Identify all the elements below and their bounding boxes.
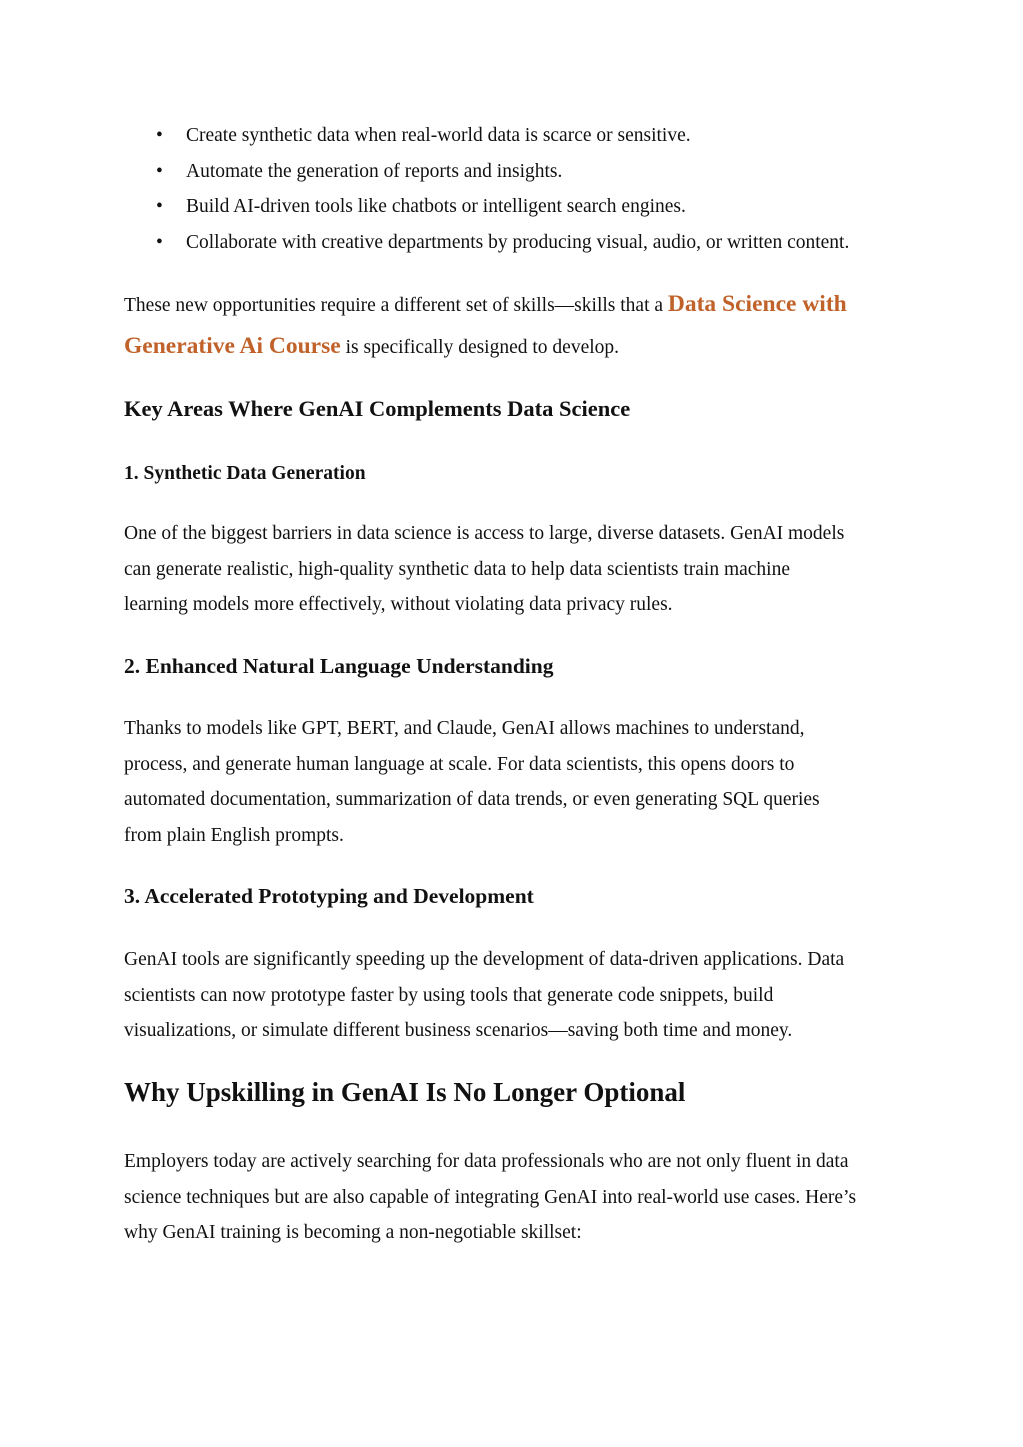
paragraph: Thanks to models like GPT, BERT, and Claude, GenAI allows machines to understand, process, and generate human language at scale. For data scientists, this opens doors to automated documentation, summarization of data trends, or even generating SQL queries from plain English prompts. [124, 718, 820, 846]
list-item: • Create synthetic data when real-world data is scarce or sensitive. [124, 118, 849, 154]
bullet-icon: • [156, 125, 163, 146]
subheading: 3. Accelerated Prototyping and Development [124, 884, 534, 908]
section-heading: Why Upskilling in GenAI Is No Longer Optional [124, 1077, 686, 1107]
list-item: • Automate the generation of reports and insights. [124, 154, 849, 190]
subheading: 1. Synthetic Data Generation [124, 463, 366, 484]
section-heading: Key Areas Where GenAI Complements Data Science [124, 396, 631, 421]
course-link[interactable]: Data Science with [667, 291, 847, 317]
intro-paragraph: These new opportunities require a different set of skills—skills that a Data Science with Generative Ai Course is specifically designed to develop. [124, 291, 847, 359]
subheading: 2. Enhanced Natural Language Understanding [124, 654, 554, 678]
paragraph: Employers today are actively searching for data professionals who are not only fluent in data science techniques but are also capable of integrating GenAI into real-world use cases. Here’s why GenAI training is becoming a non-negotiable skillset: [124, 1151, 857, 1244]
course-link-cont[interactable]: Generative Ai Course [124, 333, 341, 359]
bullet-icon: • [156, 196, 163, 218]
paragraph: GenAI tools are significantly speeding up the development of data-driven applications. Data scientists can now prototype faster by using tools that generate code snippets, build visualizations, or simulate different business scenarios—saving both time and money. [124, 949, 845, 1042]
bullet-list [124, 118, 849, 260]
list-item: • Collaborate with creative departments by producing visual, audio, or written content. [124, 225, 849, 261]
list-item: • Build AI-driven tools like chatbots or intelligent search engines. [124, 189, 849, 225]
paragraph: One of the biggest barriers in data science is access to large, diverse datasets. GenAI models can generate realistic, high-quality synthetic data to help data scientists train machine learning models more effectively, without violating data privacy rules. [124, 523, 845, 616]
bullet-icon: • [156, 231, 163, 253]
bullet-icon: • [156, 160, 163, 182]
